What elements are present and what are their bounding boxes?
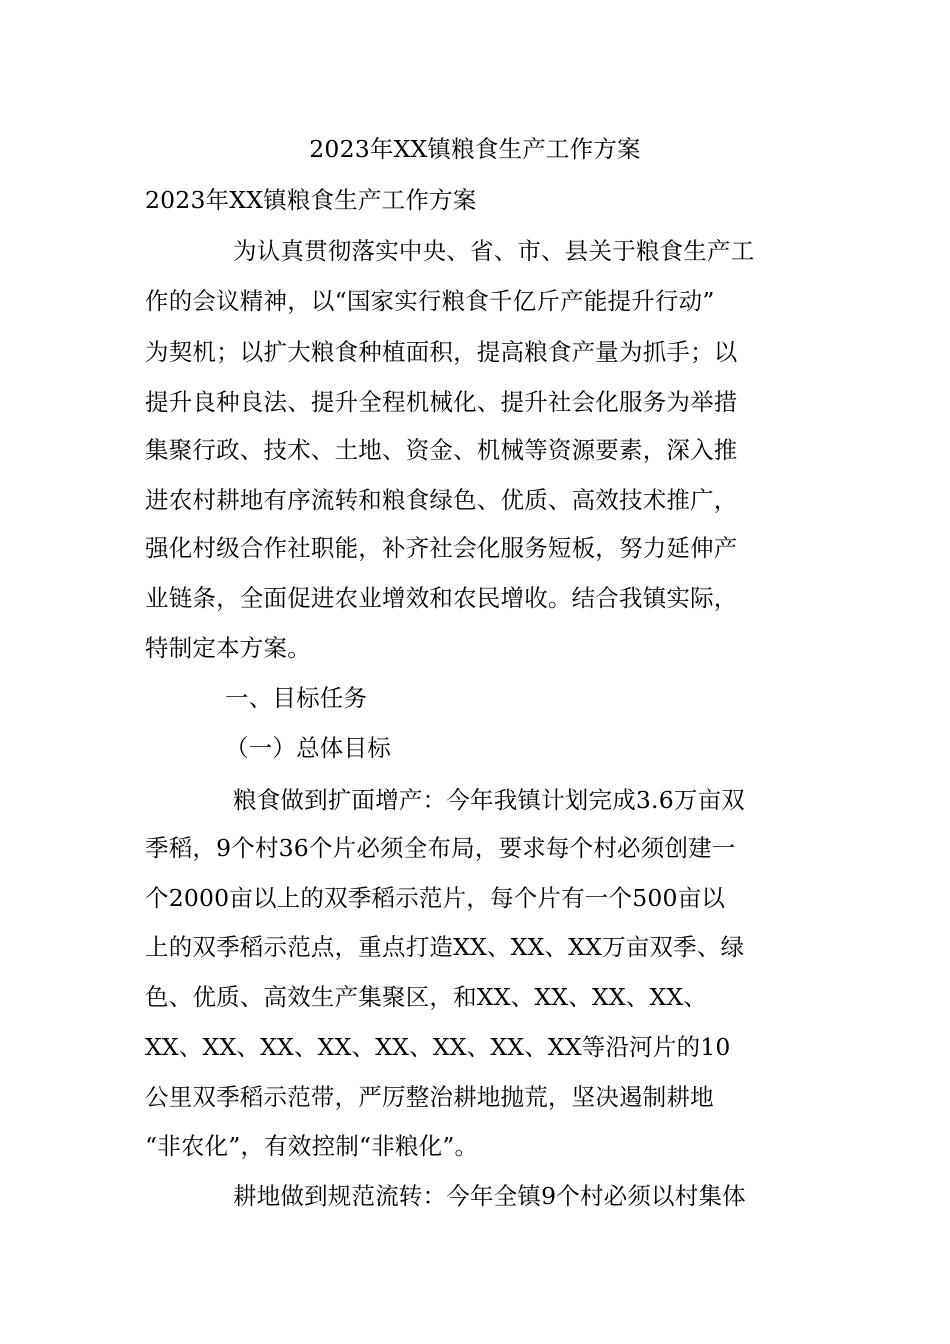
body-line: XX、XX、XX、XX、XX、XX、XX、XX等沿河片的10 (145, 1033, 731, 1061)
body-line: 集聚行政、技术、土地、资金、机械等资源要素，深入推 (145, 436, 738, 464)
document-subtitle: 2023年XX镇粮食生产工作方案 (145, 186, 477, 214)
body-line: 粮食做到扩面增产：今年我镇计划完成3.6万亩双 (233, 786, 745, 814)
body-line: 提升良种良法、提升全程机械化、提升社会化服务为举措 (145, 388, 738, 416)
body-line: 公里双季稻示范带，严厉整治耕地抛荒，坚决遏制耕地 (145, 1083, 714, 1111)
section-heading: 一、目标任务 (225, 684, 368, 712)
document-title: 2023年XX镇粮食生产工作方案 (309, 135, 641, 163)
body-line: 作的会议精神，以“国家实行粮食千亿斤产能提升行动” (145, 287, 715, 315)
body-line: 强化村级合作社职能，补齐社会化服务短板，努力延伸产 (145, 534, 738, 562)
body-line: 个2000亩以上的双季稻示范片，每个片有一个500亩以 (145, 884, 726, 912)
body-line: 耕地做到规范流转：今年全镇9个村必须以村集体 (233, 1182, 746, 1210)
body-line: 季稻，9个村36个片必须全布局，要求每个村必须创建一 (145, 834, 736, 862)
body-line: 上的双季稻示范点，重点打造XX、XX、XX万亩双季、绿 (145, 933, 745, 961)
subsection-heading: （一）总体目标 (225, 734, 391, 762)
body-line: 色、优质、高效生产集聚区，和XX、XX、XX、XX、 (145, 983, 708, 1011)
body-line: 为认真贯彻落实中央、省、市、县关于粮食生产工 (233, 237, 755, 265)
body-line: 为契机；以扩大粮食种植面积，提高粮食产量为抓手；以 (145, 338, 738, 366)
body-line: “非农化”，有效控制“非粮化”。 (145, 1132, 479, 1160)
body-line: 进农村耕地有序流转和粮食绿色、优质、高效技术推广， (145, 486, 738, 514)
body-line: 特制定本方案。 (145, 634, 311, 662)
body-line: 业链条，全面促进农业增效和农民增收。结合我镇实际， (145, 584, 738, 612)
